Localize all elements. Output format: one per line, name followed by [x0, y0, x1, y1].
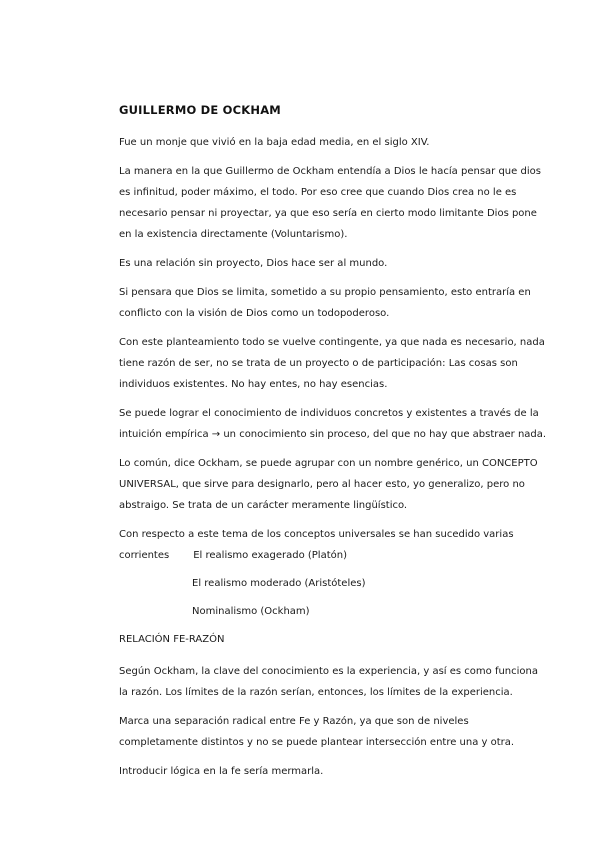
current-line-1: [119, 545, 549, 566]
current-item: El realismo moderado (Aristóteles): [192, 578, 366, 589]
section-title-fe-razon: RELACIÓN FE-RAZÓN: [119, 634, 225, 645]
paragraph-experience: Según Ockham, la clave del conocimiento es la experiencia, y así es como funciona la razón. Los límites de la razón serían, entonces, los límites de la experiencia.: [119, 666, 539, 698]
current-item: El realismo exagerado (Platón): [193, 550, 347, 561]
document-page: [119, 100, 549, 790]
paragraph-god-conception: La manera en la que Guillermo de Ockham entendía a Dios le hacía pensar que dios es infinitud, poder máximo, el todo. Por eso cree que cuando Dios crea no le es necesario pensar ni proyectar, ya que eso sería en cierto modo limitante Dios pone en la existencia directamente (Voluntarismo).: [119, 166, 541, 240]
paragraph-contingency: Con este planteamiento todo se vuelve contingente, ya que nada es necesario, nada tiene razón de ser, no se trata de un proyecto o de participación: Las cosas son individuos existentes. No hay entes, no hay esencias.: [119, 337, 545, 390]
paragraph-separation: Marca una separación radical entre Fe y Razón, ya que son de niveles completamente distintos y no se puede plantear intersección entre una y otra.: [119, 716, 515, 748]
paragraph-knowledge: Se puede lograr el conocimiento de individuos concretos y existentes a través de la intuición empírica → un conocimiento sin proceso, del que no hay que abstraer nada.: [119, 408, 547, 440]
paragraph-relation: Es una relación sin proyecto, Dios hace ser al mundo.: [119, 258, 388, 269]
paragraph-intro: Fue un monje que vivió en la baja edad media, en el siglo XIV.: [119, 137, 430, 148]
current-item: Nominalismo (Ockham): [192, 606, 310, 617]
document-title: GUILLERMO DE OCKHAM: [119, 103, 281, 117]
universals-lead: corrientes: [119, 550, 170, 561]
universals-intro: Con respecto a este tema de los conceptos universales se han sucedido varias: [119, 529, 514, 540]
paragraph-logic-faith: Introducir lógica en la fe sería mermarla.: [119, 766, 324, 777]
paragraph-universal-concept: Lo común, dice Ockham, se puede agrupar con un nombre genérico, un CONCEPTO UNIVERSAL, que sirve para designarlo, pero al hacer esto, yo generalizo, pero no abstraigo. Se trata de un carácter meramente lingüístico.: [119, 458, 538, 511]
universals-block: [119, 524, 549, 622]
paragraph-conflict: Si pensara que Dios se limita, sometido a su propio pensamiento, esto entraría en conflicto con la visión de Dios como un todopoderoso.: [119, 287, 531, 319]
